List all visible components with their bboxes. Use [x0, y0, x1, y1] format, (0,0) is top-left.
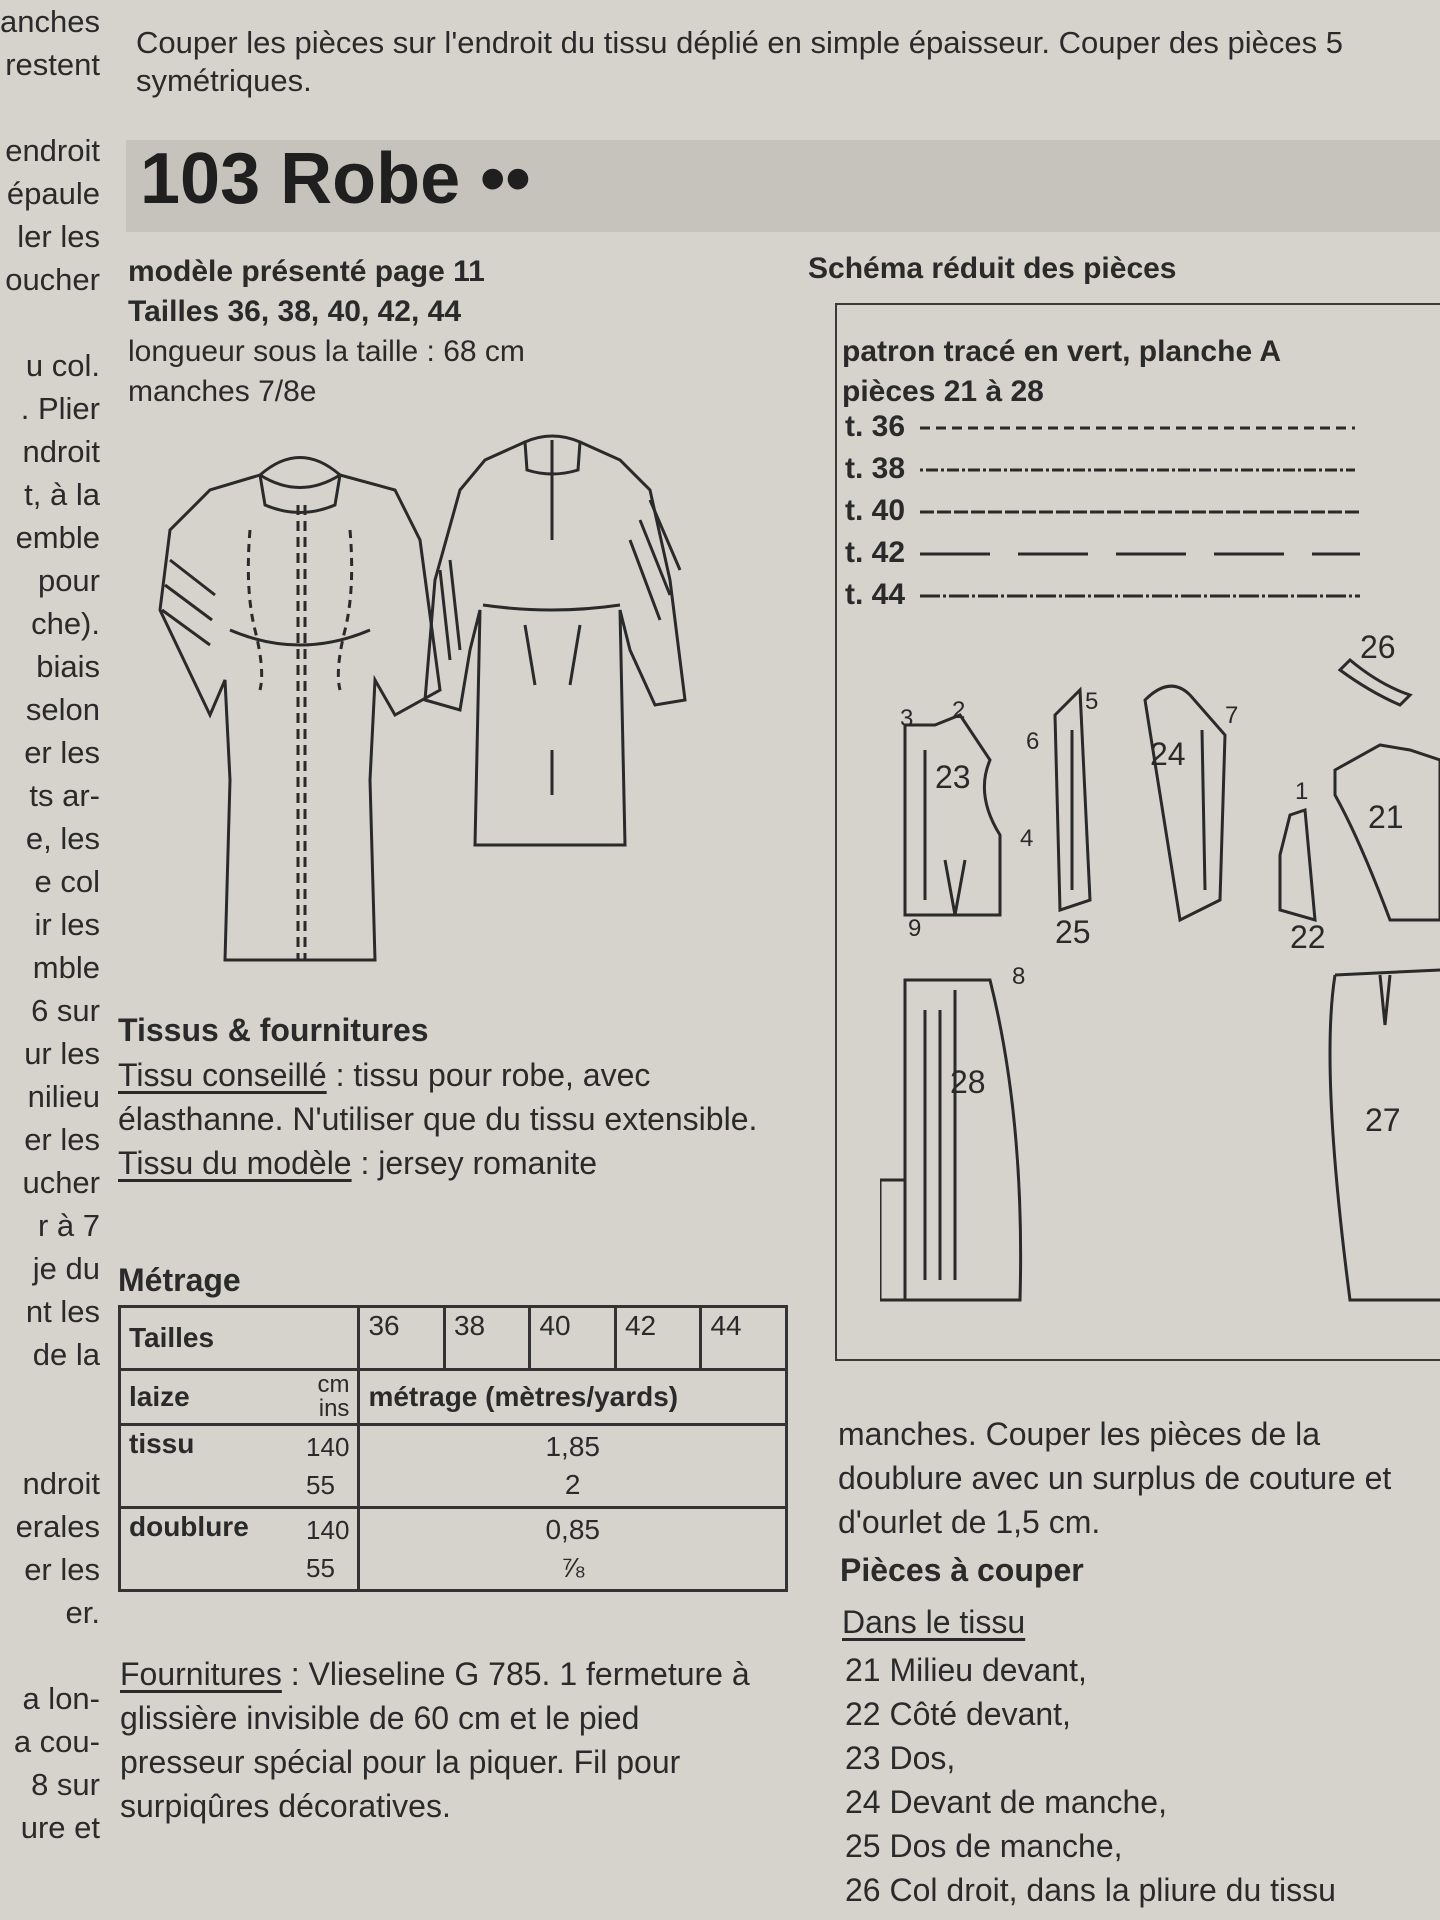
margin-line: endroit — [5, 133, 100, 168]
mark-2: 2 — [952, 697, 966, 724]
supplies-body: : Vlieseline G 785. 1 fermeture à glissière invisible de 60 cm et le pied presseur spécial pour la piquer. Fil pour surpiqûres décoratives. — [120, 1656, 750, 1824]
mark-5: 5 — [1085, 688, 1099, 715]
margin-line — [0, 1634, 100, 1677]
cut-item: 24 Devant de manche, — [845, 1784, 1167, 1820]
margin-line: je du — [32, 1251, 100, 1286]
unit-header: métrage (mètres/yards) — [359, 1370, 787, 1425]
margin-line: pour — [37, 563, 100, 598]
margin-line: ucher — [22, 1165, 100, 1200]
margin-line: er les — [24, 735, 100, 770]
piece-28-shape — [905, 980, 1021, 1300]
model-length: longueur sous la taille : 68 cm — [128, 335, 525, 368]
sizes-label: Tailles — [120, 1307, 359, 1370]
metrage-table — [118, 1305, 788, 1592]
margin-line: de la — [32, 1337, 100, 1372]
margin-line — [0, 1419, 100, 1462]
margin-line: ndroit — [22, 1466, 100, 1501]
margin-line: e col — [34, 864, 100, 899]
margin-line: erales — [15, 1509, 100, 1544]
margin-line: nilieu — [27, 1079, 100, 1114]
laize-label: laize — [120, 1370, 299, 1425]
piece-label-22: 22 — [1290, 919, 1326, 955]
piece-24-shape — [1145, 686, 1225, 920]
margin-line: r à 7 — [37, 1208, 100, 1243]
metrage-table-wrap — [118, 1305, 788, 1592]
row-doublure-label: doublure — [120, 1508, 299, 1591]
schema-title: Schéma réduit des pièces — [808, 252, 1177, 285]
fabrics-heading: Tissus & fournitures — [118, 1012, 429, 1048]
size-legend-44: t. 44 — [845, 578, 906, 611]
piece-label-27: 27 — [1365, 1102, 1401, 1138]
margin-line: e, les — [25, 821, 100, 856]
size-38: 38 — [444, 1307, 530, 1370]
units: cm ins — [298, 1370, 359, 1425]
metrage-heading: Métrage — [118, 1262, 241, 1298]
margin-line: restent — [5, 47, 100, 82]
intro-text: Couper les pièces sur l'endroit du tissu déplié en simple épaisseur. Couper des pièces 5 symétriques. — [136, 25, 1343, 98]
lining-text: manches. Couper les pièces de la doublure avec un surplus de couture et d'ourlet de 1,5 cm. — [838, 1416, 1392, 1540]
margin-line: er. — [65, 1595, 100, 1630]
dress-illustration — [150, 430, 810, 980]
model-fabric-label: Tissu du modèle — [118, 1145, 352, 1181]
row-doublure-widths: 140 55 — [298, 1508, 359, 1591]
piece-label-26: 26 — [1360, 629, 1396, 665]
size-line-styles — [920, 420, 1370, 610]
size-42: 42 — [615, 1307, 701, 1370]
cut-item: 25 Dos de manche, — [845, 1828, 1123, 1864]
size-legend-40: t. 40 — [845, 494, 906, 527]
previous-column-fragment — [0, 0, 100, 1849]
size-44: 44 — [701, 1307, 787, 1370]
margin-line: 8 sur — [31, 1767, 100, 1802]
schema-line-2: pièces 21 à 28 — [842, 375, 1044, 408]
row-doublure-values: 0,85 ⅞ — [359, 1508, 787, 1591]
mark-8: 8 — [1012, 963, 1026, 990]
cut-item: 22 Côté devant, — [845, 1696, 1071, 1732]
cut-item: 21 Milieu devant, — [845, 1652, 1087, 1688]
piece-label-24: 24 — [1150, 736, 1186, 772]
margin-line — [0, 1376, 100, 1419]
size-legend-36: t. 36 — [845, 410, 906, 443]
cut-item: 23 Dos, — [845, 1740, 956, 1776]
margin-line: ler les — [17, 219, 100, 254]
model-sleeves: manches 7/8e — [128, 375, 317, 408]
advised-label: Tissu conseillé — [118, 1057, 327, 1093]
piece-22-shape — [1280, 810, 1315, 920]
margin-line: a lon- — [22, 1681, 100, 1716]
piece-label-23: 23 — [935, 759, 971, 795]
mark-7: 7 — [1225, 702, 1239, 729]
pattern-pieces-schema — [880, 620, 1440, 1340]
mark-9: 9 — [908, 915, 922, 942]
mark-1: 1 — [1295, 778, 1309, 805]
cut-heading: Pièces à couper — [840, 1552, 1084, 1588]
piece-label-21: 21 — [1368, 799, 1404, 835]
margin-line: ts ar- — [29, 778, 100, 813]
margin-line: er les — [24, 1552, 100, 1587]
margin-line: anches — [0, 4, 100, 39]
margin-line: emble — [15, 520, 100, 555]
margin-line: nt les — [25, 1294, 100, 1329]
margin-line: ir les — [34, 907, 100, 942]
model-sizes: Tailles 36, 38, 40, 42, 44 — [128, 295, 462, 328]
supplies-label: Fournitures — [120, 1656, 282, 1692]
margin-line: mble — [32, 950, 100, 985]
page-title: 103 Robe •• — [140, 139, 531, 219]
supplies-text — [120, 1652, 760, 1828]
cut-subheading: Dans le tissu — [842, 1604, 1026, 1640]
schema-line-1: patron tracé en vert, planche A — [842, 335, 1282, 368]
margin-line: . Plier — [20, 391, 100, 426]
fabrics-text — [118, 1053, 758, 1185]
piece-label-28: 28 — [950, 1064, 986, 1100]
schema-header — [842, 332, 1281, 412]
margin-line: ur les — [24, 1036, 100, 1071]
margin-line: che). — [31, 606, 100, 641]
margin-line: ure et — [20, 1810, 100, 1845]
margin-line: oucher — [5, 262, 100, 297]
mark-6: 6 — [1026, 728, 1040, 755]
margin-line: épaule — [6, 176, 100, 211]
row-tissu-values: 1,85 2 — [359, 1425, 787, 1508]
mark-3: 3 — [900, 705, 914, 732]
piece-label-25: 25 — [1055, 914, 1091, 950]
cut-item: 26 Col droit, dans la pliure du tissu — [845, 1872, 1336, 1908]
margin-line: u col. — [25, 348, 100, 383]
model-fabric-text: : jersey romanite — [351, 1145, 598, 1181]
margin-line: er les — [24, 1122, 100, 1157]
piece-23-shape — [905, 715, 1000, 915]
margin-line — [0, 301, 100, 344]
size-36: 36 — [359, 1307, 445, 1370]
margin-line: ndroit — [22, 434, 100, 469]
margin-line: selon — [25, 692, 100, 727]
mark-4: 4 — [1020, 825, 1034, 852]
margin-line: 6 sur — [31, 993, 100, 1028]
size-legend-38: t. 38 — [845, 452, 906, 485]
margin-line: biais — [36, 649, 100, 684]
advised-text: : tissu pour robe, avec élasthanne. N'utiliser que du tissu extensible. — [118, 1057, 758, 1137]
size-40: 40 — [530, 1307, 616, 1370]
model-page: modèle présenté page 11 — [128, 255, 485, 288]
cut-list — [845, 1648, 1440, 1912]
margin-line: t, à la — [24, 477, 100, 512]
size-legend-42: t. 42 — [845, 536, 906, 569]
row-tissu-label: tissu — [120, 1425, 299, 1508]
margin-line — [0, 86, 100, 129]
model-info — [128, 252, 525, 412]
margin-line: a cou- — [13, 1724, 100, 1759]
row-tissu-widths: 140 55 — [298, 1425, 359, 1508]
